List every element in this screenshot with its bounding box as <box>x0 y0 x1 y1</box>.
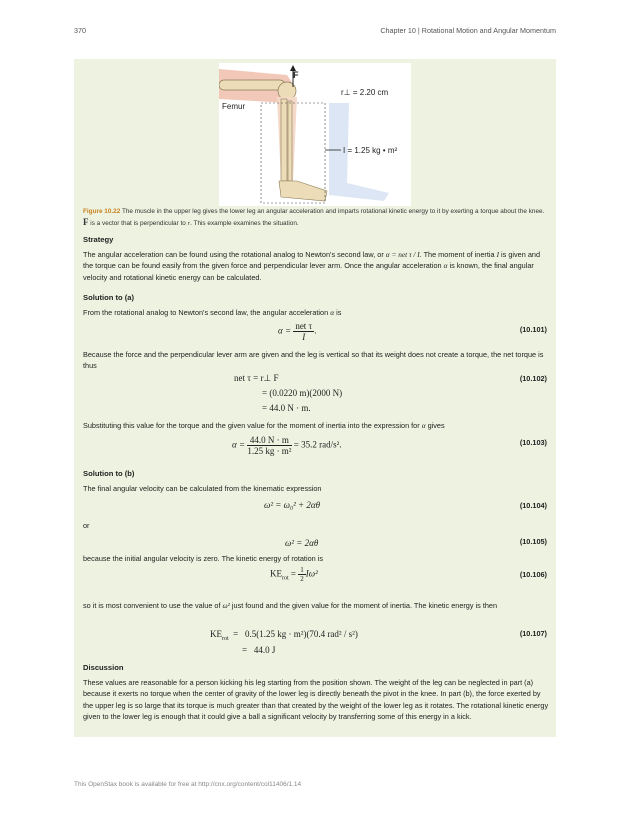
equation-number-104: (10.104) <box>519 501 547 510</box>
sol-a-text-3-end: gives <box>425 421 445 430</box>
femur-bone <box>219 80 285 90</box>
sol-a-text-1-end: is <box>334 308 342 317</box>
equation-10-103 <box>232 435 342 456</box>
eq101-denominator: I <box>302 332 306 342</box>
equation-number-105: (10.105) <box>519 537 547 546</box>
caption-vector-f: F <box>83 217 89 227</box>
solution-a-heading: Solution to (a) <box>83 293 135 302</box>
eq106-denominator: 2 <box>300 575 304 583</box>
omega-squared-symbol: ω² <box>222 601 230 610</box>
sol-b-text-4-end: just found and the given value for the moment of inertia. The kinetic energy is then <box>229 601 498 610</box>
page-number: 370 <box>74 26 86 35</box>
chapter-title: Chapter 10 | Rotational Motion and Angular Momentum <box>380 26 556 35</box>
equation-number-107: (10.107) <box>519 629 547 638</box>
fibula-bone <box>288 101 292 181</box>
eq107-ke: KE <box>210 629 222 639</box>
equation-10-102-line-2: = (0.0220 m)(2000 N) <box>262 388 343 398</box>
equation-10-107-line-1 <box>210 629 358 642</box>
caption-text-1: The muscle in the upper leg gives the lower leg an angular acceleration and imparts rotational kinetic energy to it by exerting a torque about the knee. <box>120 208 545 215</box>
discussion-paragraph: These values are reasonable for a person kicking his leg starting from the position shown. The weight of the leg can be neglected in part (a) because it exerts no torque when the center of gravity of the lower leg is directly beneath the pivot in the knee. In part (b), the force exerted by the upper leg is so large that its torque is much greater than that created by the weight of the lower leg as it rotates. The rotational kinetic energy given to the lower leg is enough that it could give a ball a significant velocity by transferring some of this energy in a kick. <box>83 678 549 721</box>
solution-b-or: or <box>83 521 90 530</box>
leg-figure <box>219 63 411 206</box>
equation-10-106 <box>270 566 318 583</box>
eq106-equals: = <box>288 568 299 579</box>
eq107-sub: rot <box>222 635 229 642</box>
inertia-label: I = 1.25 kg • m² <box>343 146 398 155</box>
caption-text-3: . This example examines the situation. <box>190 220 299 227</box>
equation-number-106: (10.106) <box>519 570 547 579</box>
example-box <box>74 59 556 737</box>
eq101-end: . <box>314 325 317 336</box>
equation-10-102-line-1: net τ = r⊥ F <box>234 373 279 383</box>
equation-10-101 <box>278 321 316 342</box>
eq103-end: = 35.2 rad/s². <box>291 439 342 450</box>
alpha-symbol: α <box>421 421 426 430</box>
strategy-heading: Strategy <box>83 235 114 244</box>
leg-illustration <box>219 63 411 206</box>
strategy-text-4: is known, the final angular velocity and rotational kinetic energy can be calculated. <box>83 261 534 282</box>
equation-number-103: (10.103) <box>519 438 547 447</box>
femur-label: Femur <box>222 102 246 111</box>
foot-bones <box>279 181 327 201</box>
caption-label: Figure 10.22 <box>83 208 121 215</box>
lever-arm-label: r⊥ = 2.20 cm <box>341 88 389 97</box>
tibia-bone <box>281 99 287 181</box>
strategy-text-1: The angular acceleration can be found using the rotational analog to Newton's second law, or <box>83 250 386 259</box>
alpha-symbol: α <box>443 261 448 271</box>
force-label: F <box>293 70 299 80</box>
solution-a-paragraph-3 <box>83 420 549 431</box>
caption-vector-r: r <box>187 220 191 227</box>
eq106-sub: rot <box>282 575 289 582</box>
sol-a-text-1: From the rotational analog to Newton's second law, the angular acceleration <box>83 308 331 317</box>
solution-b-paragraph-1: The final angular velocity can be calculated from the kinematic expression <box>83 484 322 493</box>
sol-a-text-3: Substituting this value for the torque and the given value for the moment of inertia into the expression for <box>83 421 422 430</box>
eq103-fraction <box>247 435 291 456</box>
strategy-paragraph <box>83 249 549 283</box>
strategy-text-3: is given and the torque can be found easily from the given force and perpendicular lever arm. Once the angular acceleration <box>83 250 541 271</box>
equation-10-104: ω² = ω₀² + 2αθ <box>264 500 321 510</box>
sol-b-text-4: so it is most convenient to use the value of <box>83 601 223 610</box>
eq103-lhs: α = <box>232 439 248 450</box>
eq106-half <box>298 566 306 583</box>
equation-10-105: ω² = 2αθ <box>285 538 319 548</box>
eq101-numerator: net τ <box>295 321 313 331</box>
eq106-rhs: Iω² <box>305 568 318 579</box>
equation-10-102-line-3: = 44.0 N · m. <box>262 403 311 413</box>
eq103-numerator: 44.0 N · m <box>247 435 291 446</box>
caption-text-2: is a vector that is perpendicular to <box>88 220 188 227</box>
eq101-lhs: α = <box>278 325 294 336</box>
equation-number-101: (10.101) <box>519 325 547 334</box>
footer-text: This OpenStax book is available for free at http://cnx.org/content/col11406/1.14 <box>74 781 302 788</box>
solution-b-paragraph-3 <box>83 600 549 611</box>
solution-a-paragraph-2: Because the force and the perpendicular lever arm are given and the leg is vertical so that its weight does not create a torque, the net torque is thus <box>83 350 544 371</box>
newton-rotational-law: α = net τ / I <box>385 250 420 259</box>
eq106-numerator: 1 <box>300 566 304 574</box>
eq107-line1-rhs: = 0.5(1.25 kg · m²)(70.4 rad² / s²) <box>228 629 358 639</box>
equation-10-107-line-2: = 44.0 J <box>242 645 276 655</box>
eq103-denominator: 1.25 kg · m² <box>247 446 292 456</box>
eq106-ke: KE <box>270 568 282 579</box>
solution-a-paragraph-1 <box>83 307 549 318</box>
eq101-fraction <box>293 321 317 342</box>
discussion-heading: Discussion <box>83 663 124 672</box>
alpha-symbol: α <box>330 308 335 317</box>
solution-b-heading: Solution to (b) <box>83 469 135 478</box>
solution-b-paragraph-2: because the initial angular velocity is zero. The kinetic energy of rotation is <box>83 554 323 563</box>
equation-number-102: (10.102) <box>519 374 547 383</box>
inertia-symbol: I <box>496 250 500 259</box>
strategy-text-2: . The moment of inertia <box>419 250 497 259</box>
figure-caption <box>83 207 545 229</box>
